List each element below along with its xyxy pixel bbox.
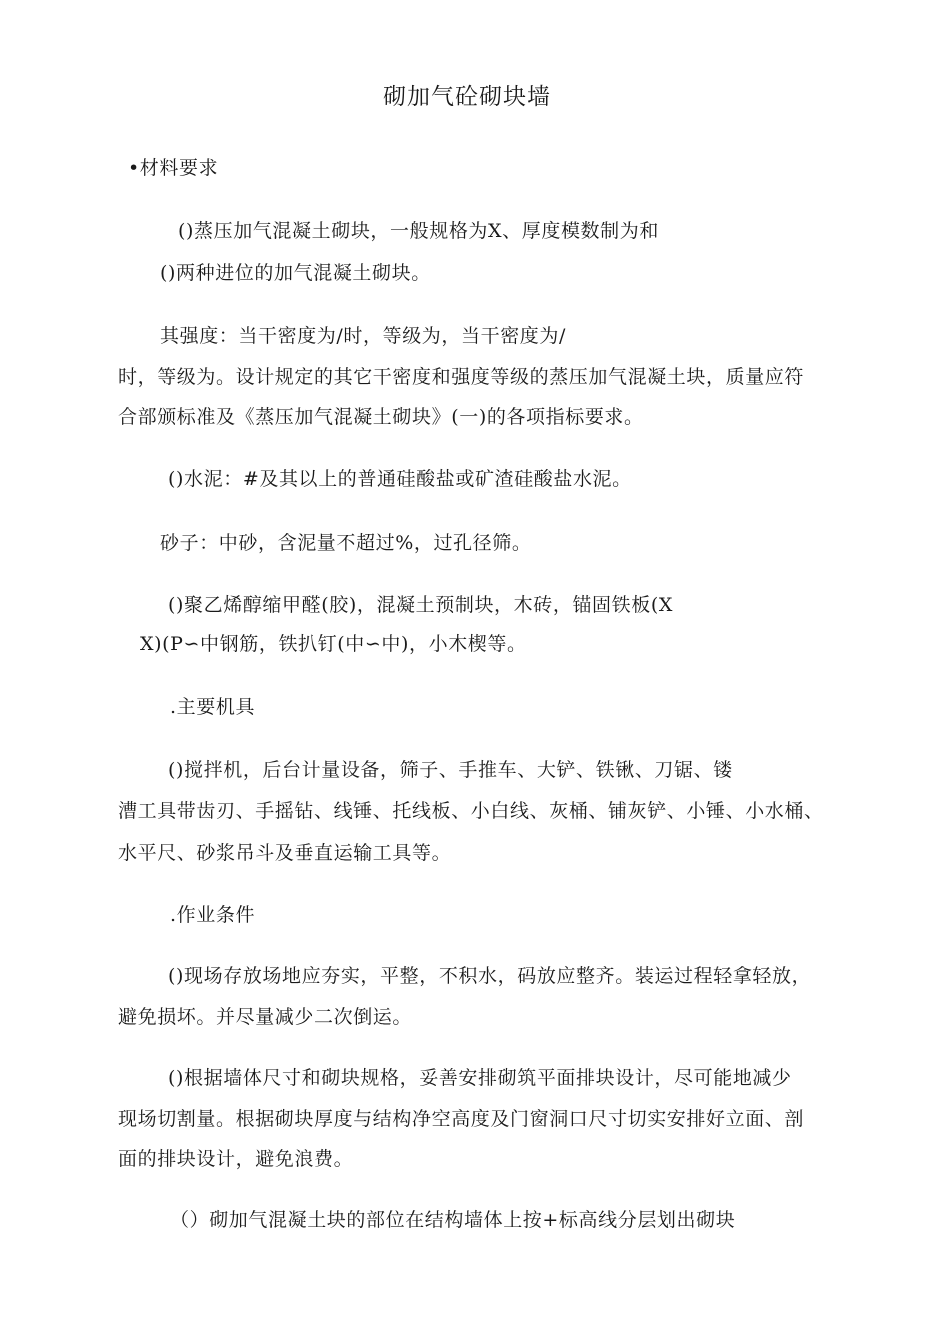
paragraph-line: 避免损坏。并尽量减少二次倒运。: [118, 1006, 413, 1028]
paragraph-line: ()搅拌机，后台计量设备，筛子、手推车、大铲、铁锹、刀锯、镂: [168, 759, 733, 781]
paragraph-line: ()水泥：#及其以上的普通硅酸盐或矿渣硅酸盐水泥。: [168, 468, 632, 490]
paragraph-line: ()现场存放场地应夯实，平整，不积水，码放应整齐。装运过程轻拿轻放，: [168, 965, 812, 987]
paragraph-line: （）砌加气混凝土块的部位在结构墙体上按+标高线分层划出砌块: [170, 1209, 736, 1231]
paragraph-line: 砂子：中砂，含泥量不超过%，过孔径筛。: [160, 532, 532, 554]
paragraph-line: ()根据墙体尺寸和砌块规格，妥善安排砌筑平面排块设计，尽可能地减少: [168, 1067, 792, 1089]
paragraph-line: 漕工具带齿刃、手摇钻、线锤、托线板、小白线、灰桶、铺灰铲、小锤、小水桶、: [118, 800, 824, 822]
paragraph-line: ()两种进位的加气混凝土砌块。: [160, 262, 431, 284]
document-title: 砌加气砼砌块墙: [383, 84, 551, 110]
paragraph-line: 水平尺、砂浆吊斗及垂直运输工具等。: [118, 842, 452, 864]
section-heading-tools: .主要机具: [170, 696, 256, 718]
paragraph-line: X)(P∽中钢筋，铁扒钉(中∽中)，小木楔等。: [140, 633, 527, 655]
paragraph-line: 其强度：当干密度为/时，等级为，当干密度为/: [160, 325, 567, 347]
paragraph-line: ()蒸压加气混凝土砌块，一般规格为X、厚度模数制为和: [178, 220, 659, 242]
paragraph-line: 现场切割量。根据砌块厚度与结构净空高度及门窗洞口尺寸切实安排好立面、剖: [118, 1108, 805, 1130]
section-heading-conditions: .作业条件: [170, 904, 256, 926]
section-heading-materials: •材料要求: [128, 157, 219, 179]
paragraph-line: ()聚乙烯醇缩甲醛(胶)，混凝土预制块，木砖，锚固铁板(X: [168, 594, 673, 616]
paragraph-line: 面的排块设计，避免浪费。: [118, 1148, 354, 1170]
paragraph-line: 合部颁标准及《蒸压加气混凝土砌块》(一)的各项指标要求。: [118, 406, 644, 428]
paragraph-line: 时，等级为。设计规定的其它干密度和强度等级的蒸压加气混凝土块，质量应符: [118, 366, 805, 388]
